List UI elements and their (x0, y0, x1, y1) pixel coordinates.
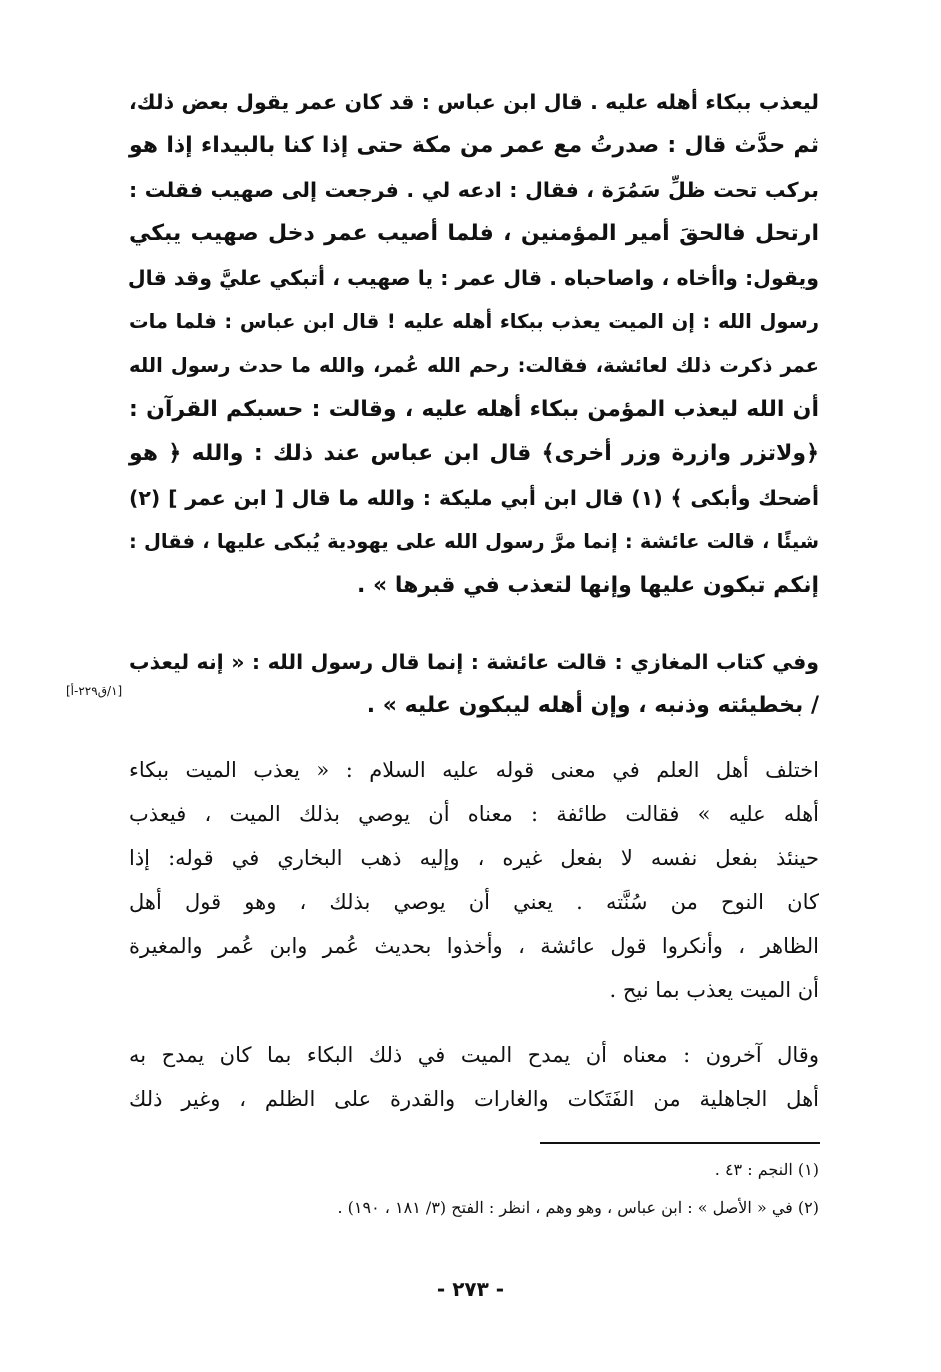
text-line: الظاهر ، وأنكروا قول عائشة ، وأخذوا بحديث عُمر وابن عُمر والمغيرة (129, 934, 819, 958)
text-line: حينئذ بفعل نفسه لا بفعل غيره ، وإليه ذهب البخاري في قوله: إذا (129, 846, 819, 870)
text-line: أضحك وأبكى ﴾ (١) قال ابن أبي مليكة : والله ما قال [ ابن عمر ] (٢) (129, 486, 819, 510)
paragraph-maghazi (129, 640, 819, 728)
text-line: أهل الجاهلية من الفَتَكات والغارات والقدرة على الظلم ، وغير ذلك (129, 1087, 819, 1111)
text-line: أن الله ليعذب المؤمن ببكاء أهله عليه ، وقالت : حسبكم القرآن : (129, 397, 819, 422)
paragraph-hadith-narration (129, 80, 819, 608)
text-line: ارتحل فالحقَ أمير المؤمنين ، فلما أصيب عمر دخل صهيب يبكي (129, 221, 819, 246)
text-line: إنكم تبكون عليها وإنها لتعذب في قبرها » . (356, 573, 819, 598)
text-line: ثم حدَّث قال : صدرتُ مع عمر من مكة حتى إذا كنا بالبيداء إذا هو (129, 133, 819, 158)
text-line: شيئًا ، قالت عائشة : إنما مرَّ رسول الله على يهودية يُبكى عليها ، فقال : (129, 530, 819, 553)
text-line: اختلف أهل العلم في معنى قوله عليه السلام : « يعذب الميت ببكاء (129, 758, 819, 782)
text-line: وقال آخرون : معناه أن يمدح الميت في ذلك البكاء بما كان يمدح به (129, 1043, 819, 1067)
footnote-separator (540, 1142, 820, 1144)
text-line: ويقول: واأخاه ، واصاحباه . قال عمر : يا صهيب ، أتبكي عليَّ وقد قال (127, 266, 819, 290)
text-line: بركب تحت ظلِّ سَمُرَة ، فقال : ادعه لي . فرجعت إلى صهيب فقلت : (129, 178, 819, 202)
text-line: أهله عليه » فقالت طائفة : معناه أن يوصي بذلك الميت ، فيعذب (129, 802, 819, 826)
page-number: - ٢٧٣ - (436, 1277, 505, 1301)
footnote-2: (٢) في « الأصل » : ابن عباس ، وهو وهم ، انظر : الفتح (٣/ ١٨١ ، ١٩٠) . (337, 1198, 819, 1217)
text-line: ﴿ولاتزر وازرة وزر أخرى﴾ قال ابن عباس عند ذلك : والله ﴿ هو (129, 441, 819, 466)
text-line: / بخطيئته وذنبه ، وإن أهله ليبكون عليه » . (366, 693, 819, 718)
text-line: ليعذب ببكاء أهله عليه . قال ابن عباس : قد كان عمر يقول بعض ذلك، (129, 90, 819, 114)
paragraph-others-said (129, 1033, 819, 1121)
manuscript-folio-reference: [١/ق٢٢٩-أ] (66, 684, 123, 698)
text-line: أن الميت يعذب بما نيح . (609, 978, 819, 1002)
paragraph-scholars-disagreement (129, 748, 819, 1012)
text-line: عمر ذكرت ذلك لعائشة، فقالت: رحم الله عُمر، والله ما حدث رسول الله (129, 354, 819, 377)
text-line: وفي كتاب المغازي : قالت عائشة : إنما قال رسول الله : « إنه ليعذب (129, 650, 819, 674)
footnote-1: (١) النجم : ٤٣ . (714, 1160, 819, 1179)
text-line: رسول الله : إن الميت يعذب ببكاء أهله عليه ! قال ابن عباس : فلما مات (129, 310, 819, 333)
text-line: كان النوح من سُنَّته . يعني أن يوصي بذلك ، وهو قول أهل (129, 890, 819, 914)
